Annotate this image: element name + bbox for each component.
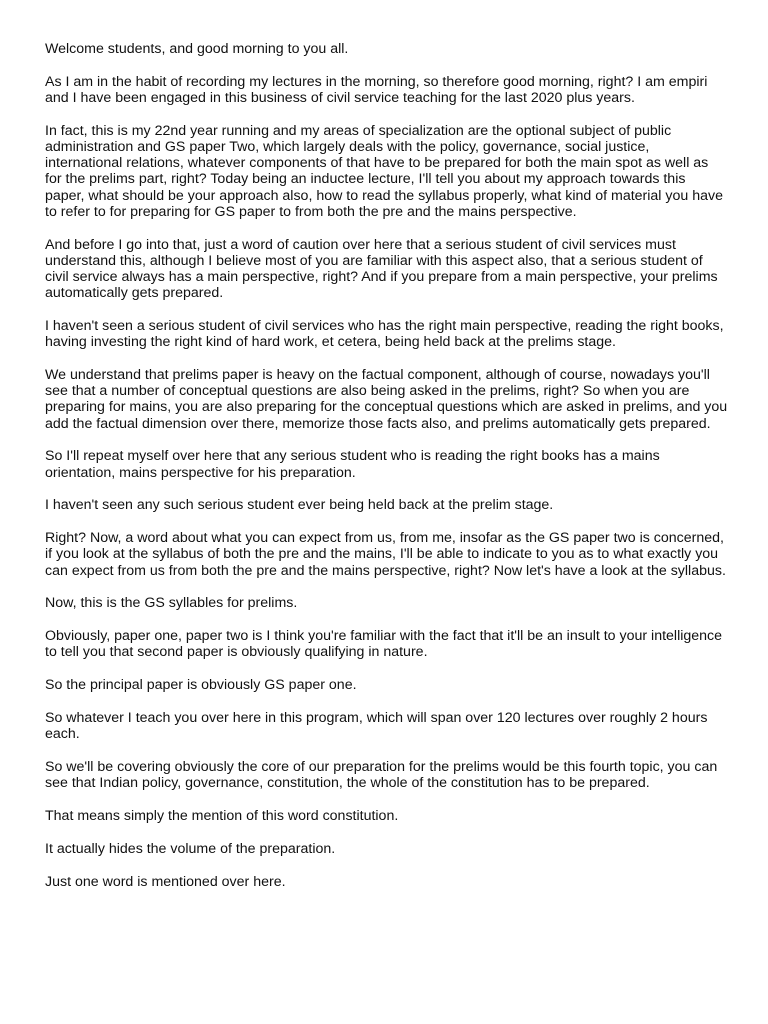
paragraph: Welcome students, and good morning to you all. <box>45 41 349 57</box>
paragraph: So we'll be covering obviously the core of our preparation for the prelims would be this fourth topic, you can see that Indian policy, governance, constitution, the whole of the constitution has to be prepared. <box>45 759 718 792</box>
paragraph: So whatever I teach you over here in this program, which will span over 120 lectures over roughly 2 hours each. <box>45 710 708 743</box>
paragraph: And before I go into that, just a word of caution over here that a serious student of civil services must understand this, although I believe most of you are familiar with this aspect also, that a serious student of civil service always has a main perspective, right? And if you prepare from a main perspective, your prelims automatically gets prepared. <box>45 236 718 302</box>
paragraph: That means simply the mention of this word constitution. <box>45 808 399 825</box>
paragraph: It actually hides the volume of the preparation. <box>45 840 336 857</box>
paragraph: Just one word is mentioned over here. <box>45 873 286 890</box>
paragraph: Right? Now, a word about what you can expect from us, from me, insofar as the GS paper two is concerned, if you look at the syllabus of both the pre and the mains, I'll be able to indicate to you as to what exactly you can expect from us from both the pre and the mains perspective, right? Now let's have a look at the syllabus. <box>45 530 726 579</box>
paragraph: Now, this is the GS syllables for prelims. <box>45 595 298 612</box>
paragraph: Obviously, paper one, paper two is I think you're familiar with the fact that it'll be an insult to your intelligence to tell you that second paper is obviously qualifying in nature. <box>45 628 723 661</box>
paragraph: As I am in the habit of recording my lectures in the morning, so therefore good morning, right? I am empiri and I have been engaged in this business of civil service teaching for the last 2020 plus years. <box>45 73 708 106</box>
paragraph: So I'll repeat myself over here that any serious student who is reading the right books has a mains orientation, mains perspective for his preparation. <box>45 448 660 481</box>
paragraph: We understand that prelims paper is heavy on the factual component, although of course, nowadays you'll see that a number of conceptual questions are also being asked in the prelims, right? So when you are preparing for mains, you are also preparing for the conceptual questions which are asked in prelims, and you add the factual dimension over there, memorize those facts also, and prelims automatically gets prepared. <box>45 367 728 432</box>
paragraph: I haven't seen a serious student of civil services who has the right main perspective, reading the right books, having investing the right kind of hard work, et cetera, being held back at the prelims stage. <box>45 318 724 351</box>
paragraph: In fact, this is my 22nd year running and my areas of specialization are the optional subject of public administration and GS paper Two, which largely deals with the policy, governance, social justice, international relations, whatever components of that have to be prepared for both the main spot as well as for the prelims part, right? Today being an inductee lecture, I'll tell you about my approach towards this paper, what should be your approach also, how to read the syllabus properly, what kind of material you have to refer to for preparing for GS paper to from both the pre and the mains perspective. <box>45 122 723 220</box>
paragraph: So the principal paper is obviously GS paper one. <box>45 677 357 694</box>
paragraph: I haven't seen any such serious student ever being held back at the prelim stage. <box>45 497 554 514</box>
